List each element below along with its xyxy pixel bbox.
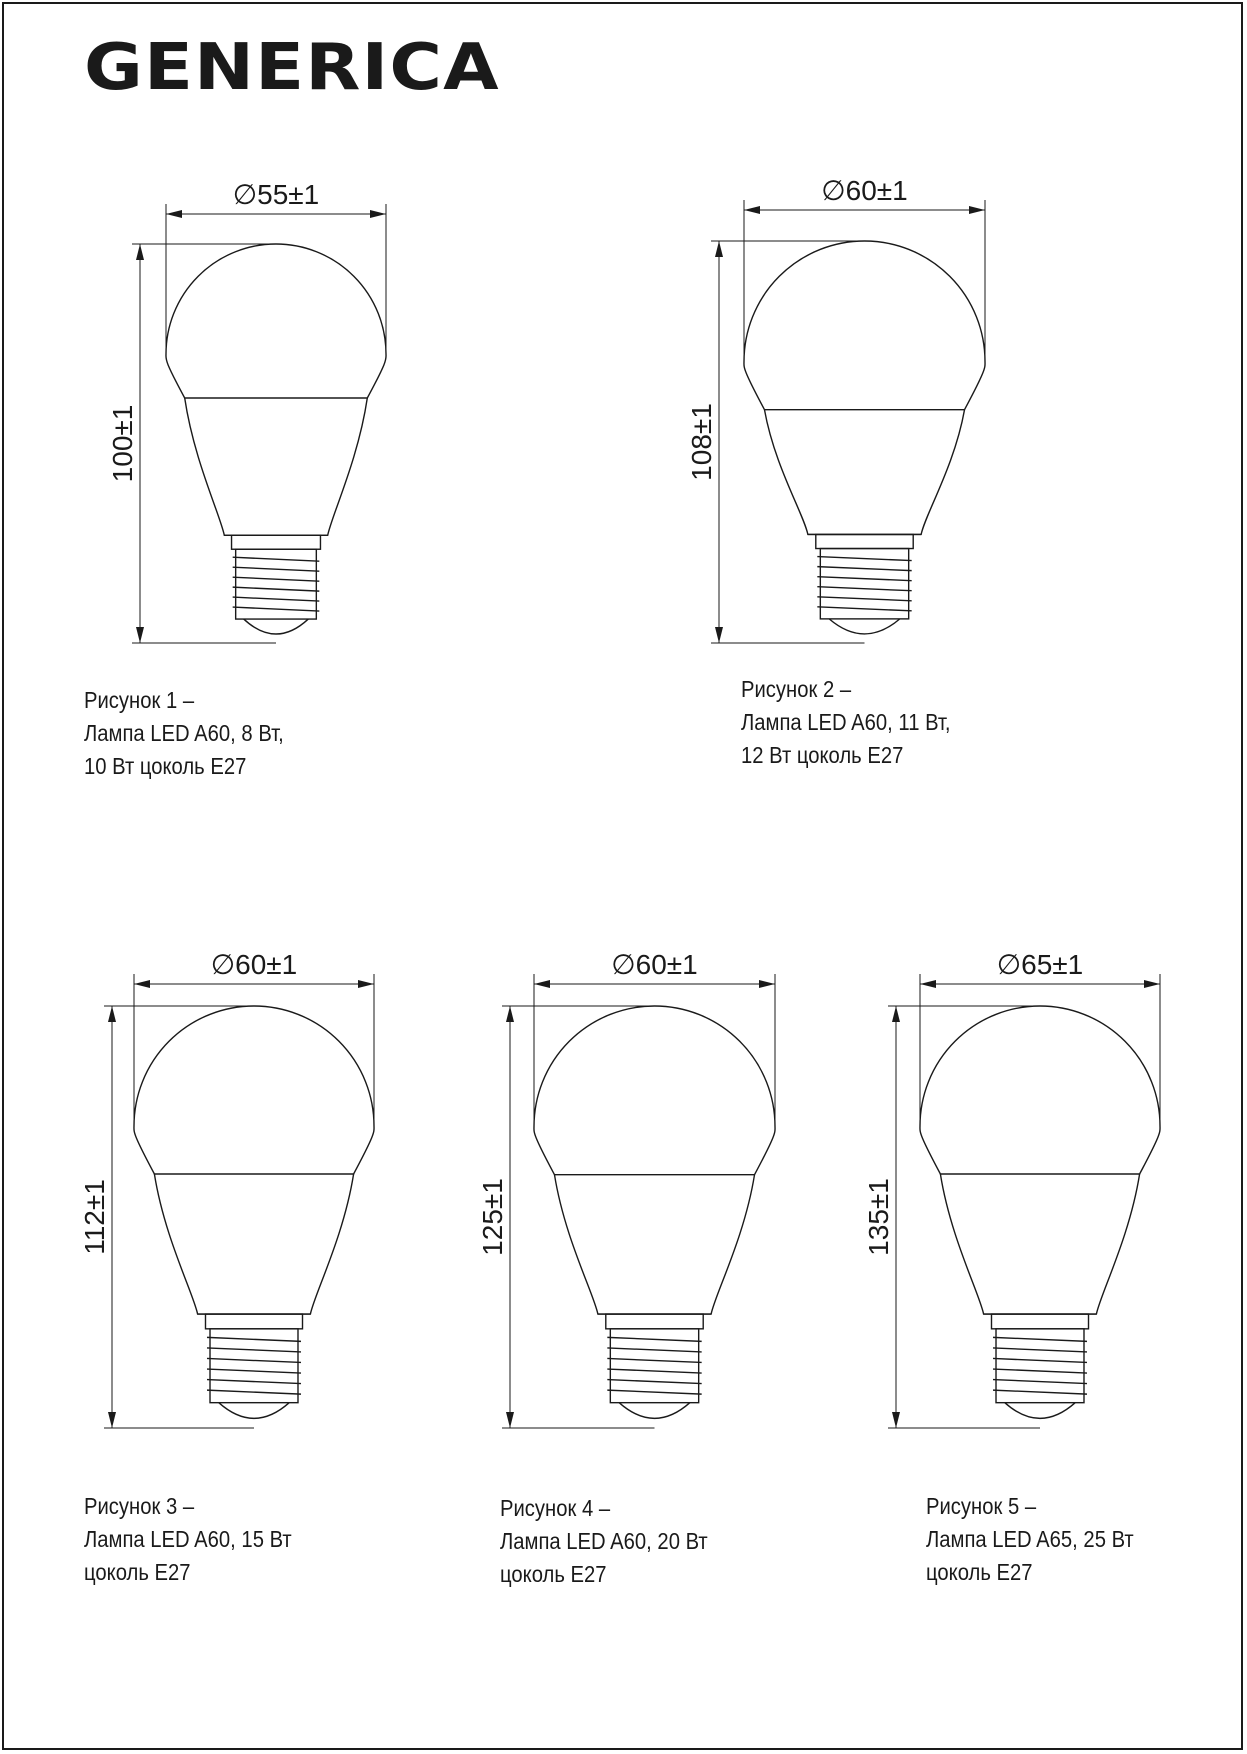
screw-thread-line: [993, 1337, 1087, 1341]
figure-4-caption: [500, 1492, 708, 1591]
bulb-body: [940, 1174, 1139, 1314]
caption-line: 10 Вт цоколь E27: [84, 753, 247, 779]
figure-2-caption: [741, 673, 951, 772]
height-arrow-top: [892, 1006, 900, 1022]
caption-line: 12 Вт цоколь E27: [741, 742, 904, 768]
diameter-arrow-right: [1144, 980, 1160, 988]
screw-thread-line: [993, 1358, 1087, 1362]
screw-thread-line: [993, 1390, 1087, 1394]
bulb-globe: [920, 1006, 1160, 1174]
height-label: 125±1: [477, 1178, 508, 1256]
caption-line: Рисунок 5 –: [926, 1493, 1037, 1519]
caption-line: Лампа LED A60, 8 Вт,: [84, 720, 284, 746]
diameter-label: ∅60±1: [611, 949, 698, 980]
screw-thread-line: [993, 1380, 1087, 1384]
height-label: 100±1: [107, 404, 138, 483]
caption-line: Рисунок 2 –: [741, 676, 852, 702]
height-arrow-bottom: [892, 1412, 900, 1428]
bulb-tip-contact: [1005, 1403, 1075, 1419]
caption-line: Лампа LED A60, 11 Вт,: [741, 709, 951, 735]
diameter-label: ∅55±1: [232, 179, 320, 210]
diameter-label: ∅60±1: [821, 175, 908, 206]
caption-line: цоколь E27: [500, 1561, 607, 1587]
brand-logo: GENERICA: [84, 31, 500, 105]
figure-3-caption: [84, 1490, 292, 1589]
diameter-label: ∅65±1: [996, 949, 1084, 980]
caption-line: цоколь E27: [84, 1559, 191, 1585]
caption-line: Рисунок 3 –: [84, 1493, 195, 1519]
screw-thread-line: [993, 1348, 1087, 1352]
screw-thread-line: [993, 1369, 1087, 1373]
caption-line: Рисунок 4 –: [500, 1495, 611, 1521]
caption-line: Лампа LED A60, 20 Вт: [500, 1528, 708, 1554]
caption-line: цоколь E27: [926, 1559, 1033, 1585]
bulb-collar: [991, 1314, 1088, 1329]
figure-1-caption: [84, 684, 284, 783]
caption-line: Лампа LED A65, 25 Вт: [926, 1526, 1134, 1552]
caption-line: Лампа LED A60, 15 Вт: [84, 1526, 292, 1552]
height-label: 108±1: [686, 403, 717, 481]
diameter-arrow-left: [920, 980, 936, 988]
figure-5-caption: [926, 1490, 1134, 1589]
height-label: 135±1: [863, 1178, 894, 1256]
diameter-label: ∅60±1: [210, 949, 298, 980]
caption-line: Рисунок 1 –: [84, 687, 195, 713]
height-label: 112±1: [79, 1179, 110, 1255]
